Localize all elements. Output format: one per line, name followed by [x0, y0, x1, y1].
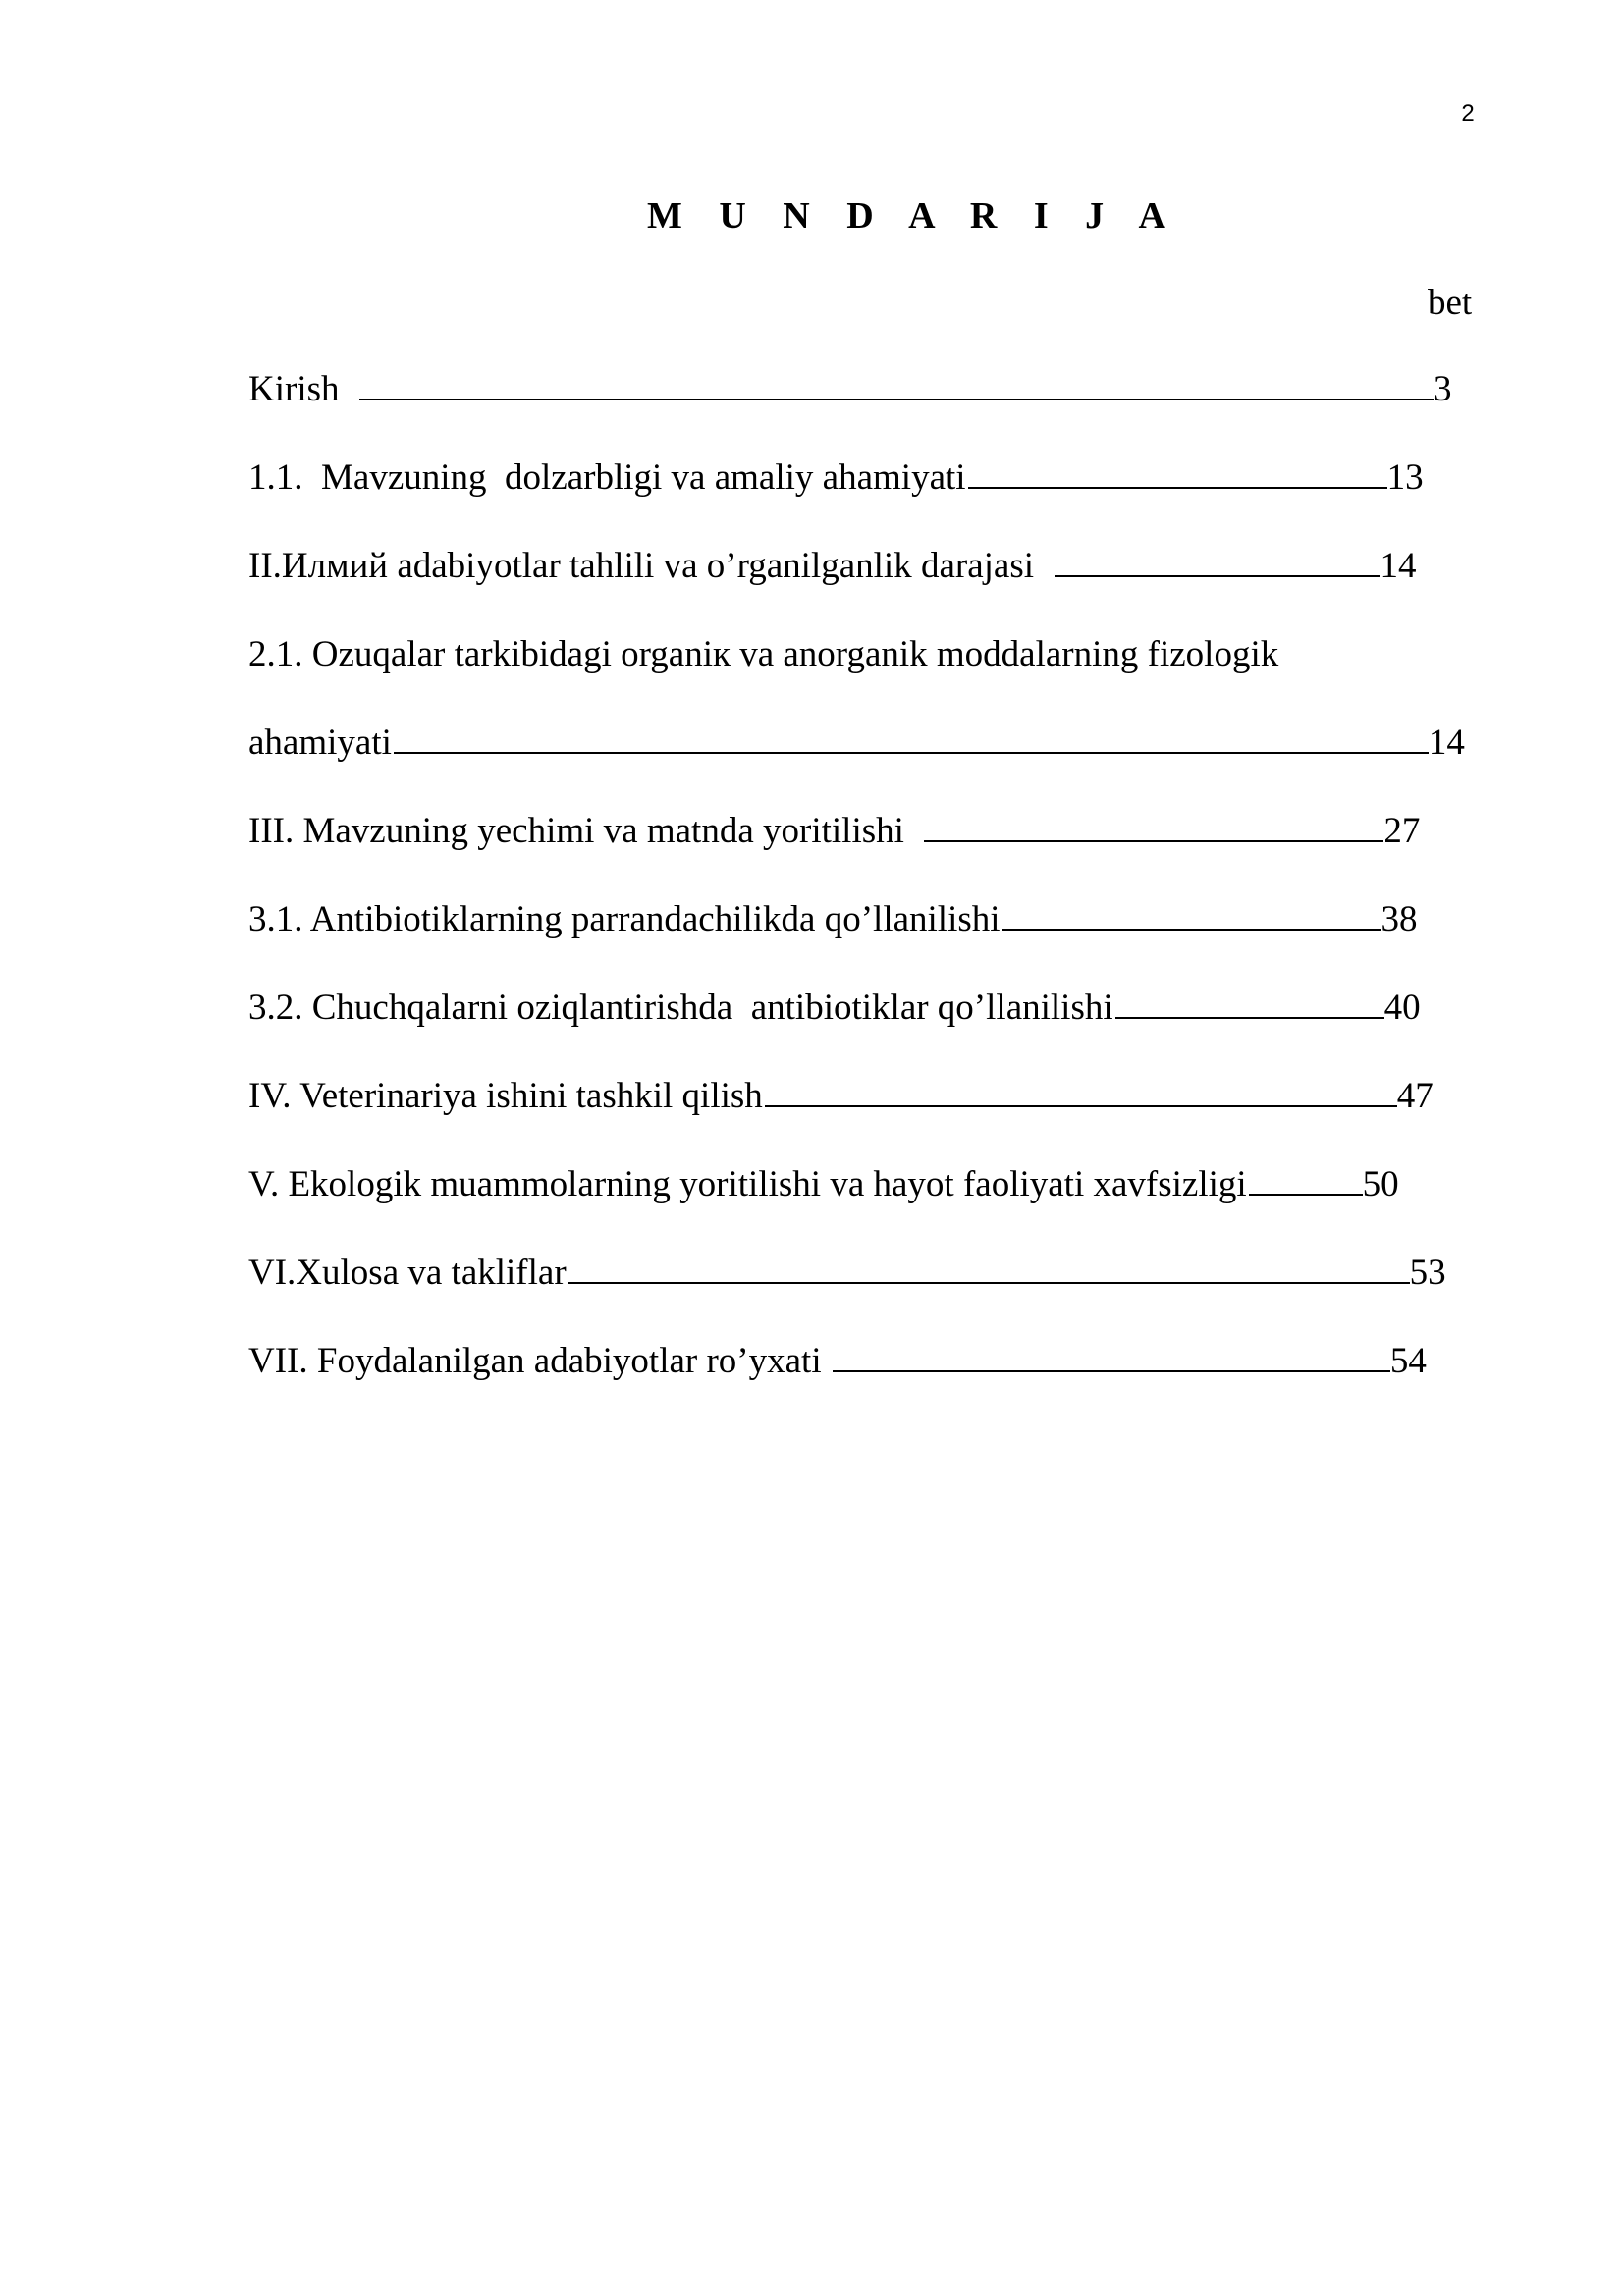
toc-leader-line — [924, 813, 1383, 842]
document-title: M U N D A R I J A — [646, 195, 1180, 237]
toc-entry-page: 54 — [1389, 1341, 1427, 1381]
toc-leader-line — [1249, 1166, 1363, 1196]
toc-entry-vi[interactable] — [248, 1252, 1446, 1301]
toc-leader-line — [833, 1343, 1390, 1372]
toc-entry-2-1-cont[interactable] — [248, 721, 1465, 771]
toc-entry-page: 50 — [1362, 1164, 1399, 1204]
toc-leader-line — [1055, 548, 1380, 577]
toc-entry-label: ahamiyati — [248, 722, 392, 763]
toc-entry-v[interactable] — [248, 1163, 1399, 1212]
toc-entry-1-1[interactable] — [248, 456, 1424, 506]
toc-entry-label: II.Илмий adabiyotlar tahlili va o’rganilganlik darajasi — [248, 546, 1053, 586]
toc-entry-label: 3.2. Chuchqalarni oziqlantirishda antibiotiklar qo’llanilishi — [248, 988, 1113, 1028]
toc-leader-line — [1115, 989, 1384, 1019]
toc-entry-label: Kirish — [248, 369, 357, 409]
toc-leader-line — [765, 1078, 1397, 1107]
page-column-label: bet — [1428, 283, 1473, 323]
toc-entry-page: 3 — [1434, 369, 1452, 409]
toc-entry-page: 40 — [1383, 988, 1421, 1028]
toc-entry-ii[interactable] — [248, 545, 1417, 594]
toc-leader-line — [568, 1255, 1410, 1284]
toc-entry-page: 27 — [1383, 811, 1421, 851]
toc-entry-label: 3.1. Antibiotiklarning parrandachilikda qo’llanilishi — [248, 899, 1001, 939]
toc-entry-label: V. Ekologik muammolarning yoritilishi va hayot faoliyati xavfsizligi — [248, 1164, 1247, 1204]
toc-leader-line — [968, 459, 1387, 489]
toc-leader-line — [359, 371, 1434, 400]
toc-entry-label: VI.Xulosa va takliflar — [248, 1253, 567, 1293]
toc-leader-line — [394, 724, 1429, 754]
toc-leader-line — [1002, 901, 1381, 931]
toc-entry-page: 14 — [1428, 722, 1465, 763]
toc-entry-iii[interactable] — [248, 810, 1420, 859]
toc-entry-iv[interactable] — [248, 1075, 1434, 1124]
toc-entry-kirish[interactable] — [248, 368, 1452, 417]
page-number: 2 — [1461, 100, 1475, 127]
toc-entry-label: 2.1. Ozuqalar tarkibidagi organiк va anorganik moddalarning fizologik — [248, 634, 1279, 674]
toc-entry-label: 1.1. Mavzuning dolzarbligi va amaliy ahamiyati — [248, 457, 966, 498]
toc-entry-3-1[interactable] — [248, 898, 1418, 947]
toc-entry-vii[interactable] — [248, 1340, 1427, 1389]
toc-entry-page: 53 — [1409, 1253, 1446, 1293]
toc-entry-2-1[interactable] — [248, 633, 1278, 682]
toc-entry-3-2[interactable] — [248, 987, 1421, 1036]
toc-entry-label: III. Mavzuning yechimi va matnda yoritilishi — [248, 811, 923, 851]
toc-entry-label: VII. Foydalanilgan adabiyotlar ro’yxati — [248, 1341, 831, 1381]
toc-entry-label: IV. Veterinariya ishini tashkil qilish — [248, 1076, 763, 1116]
toc-entry-page: 14 — [1380, 546, 1417, 586]
toc-entry-page: 38 — [1380, 899, 1418, 939]
toc-entry-page: 47 — [1396, 1076, 1434, 1116]
toc-entry-page: 13 — [1386, 457, 1424, 498]
